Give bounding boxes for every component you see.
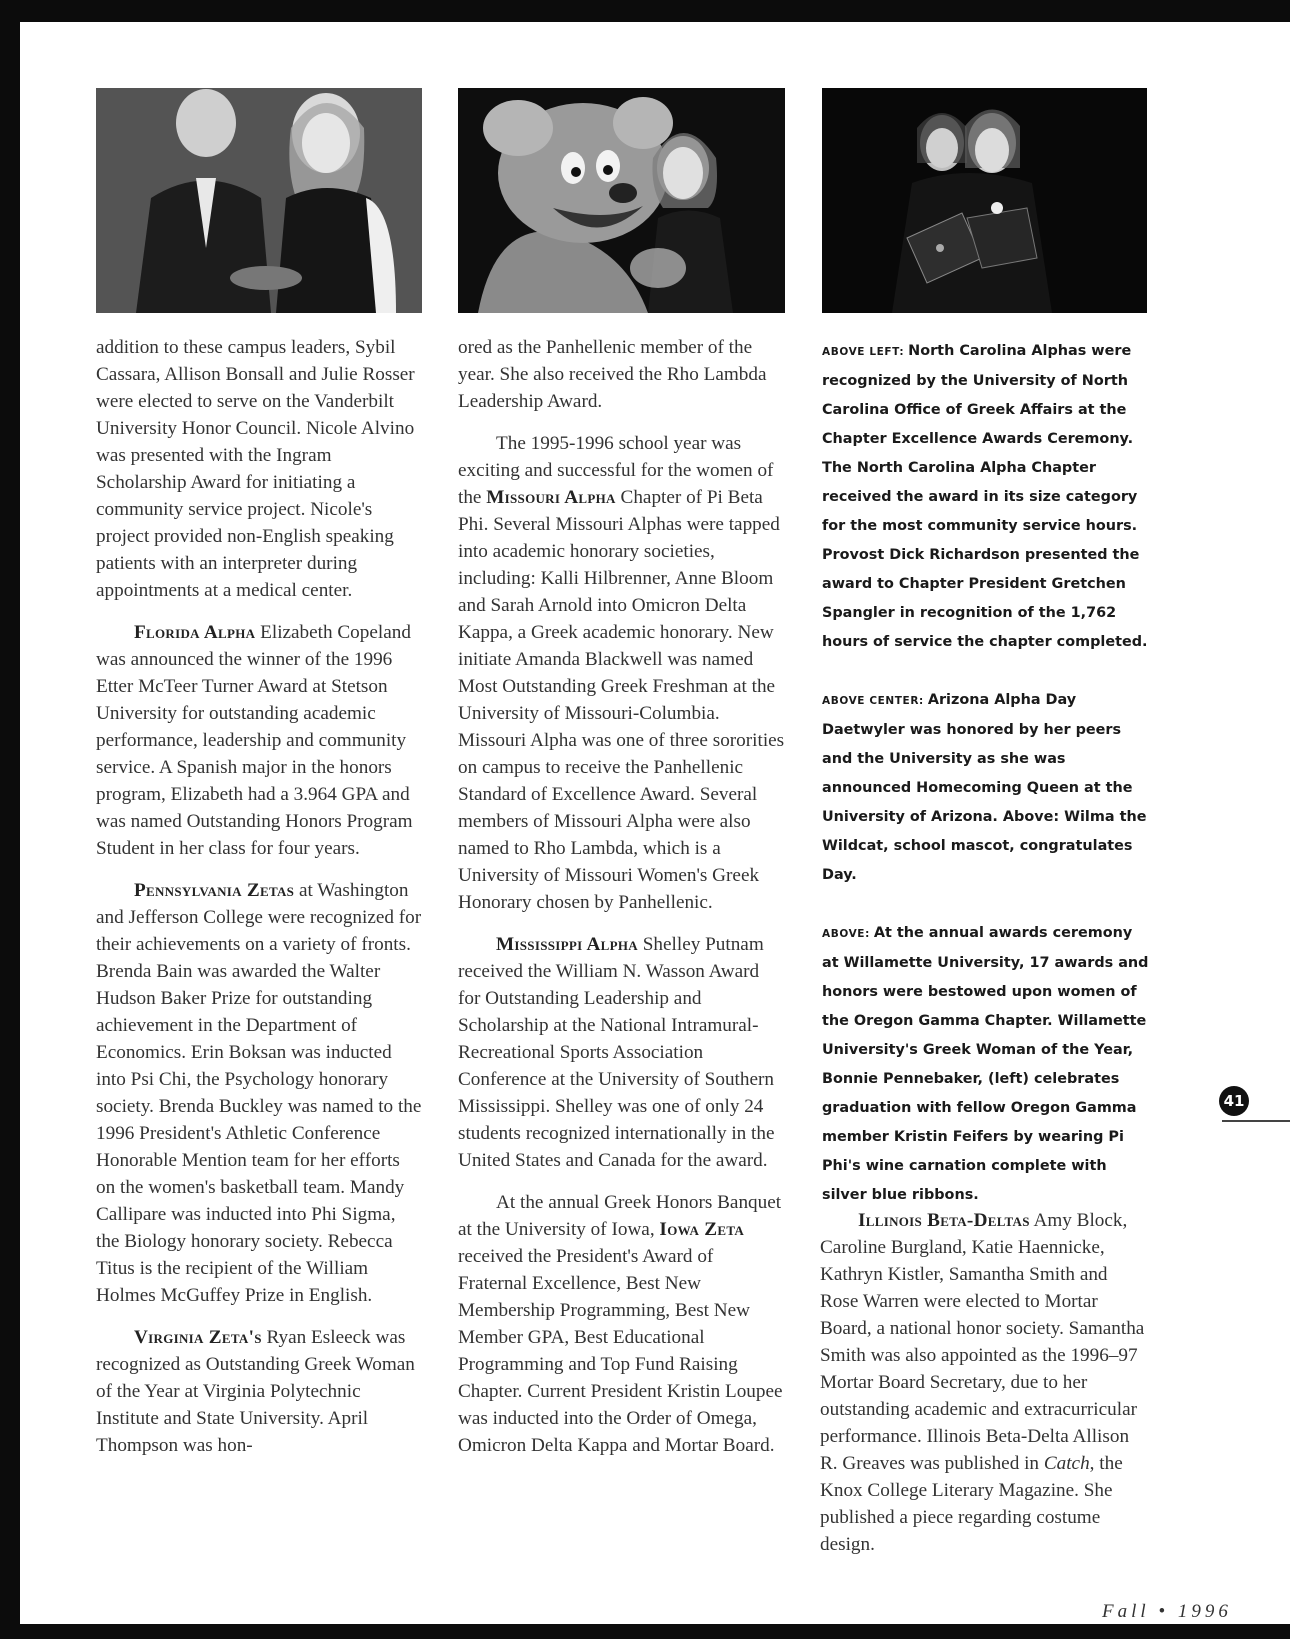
caption-label: ABOVE LEFT: bbox=[822, 346, 905, 358]
chapter-name: Illinois Beta-Deltas bbox=[858, 1210, 1030, 1231]
paragraph-text: received the President's Award of Fraternal Excellence, Best New Membership Programming, Best New Member GPA, Best Educational Programming and Top Fund Raising Chapter. Current President Kristin Loupee was inducted into the Order of Omega, Omicron Delta Kappa and Mortar Board. bbox=[458, 1246, 783, 1456]
photo-captions bbox=[822, 337, 1152, 1239]
article-column-right bbox=[820, 1207, 1150, 1573]
article-column-left bbox=[96, 334, 422, 1474]
photo-graduates bbox=[822, 88, 1147, 313]
caption-text: Arizona Alpha Day Daetwyler was honored by her peers and the University as she was announced Homecoming Queen at the University of Arizona. Above: Wilma the Wildcat, school mascot, congratulates Day. bbox=[822, 692, 1147, 883]
paragraph-text: Ryan Esleeck was recognized as Outstanding Greek Woman of the Year at Virginia Polytechnic Institute and State University. April Thompson was hon- bbox=[96, 1327, 415, 1456]
magazine-title: Catch bbox=[1043, 1453, 1090, 1474]
paragraph bbox=[820, 1207, 1150, 1558]
paragraph-text: addition to these campus leaders, Sybil Cassara, Allison Bonsall and Julie Rosser were elected to serve on the Vanderbilt University Honor Council. Nicole Alvino was presented with the Ingram Scholarship Award for initiating a community service project. Nicole's project provided non-English speaking patients with an interpreter during appointments at a medical center. bbox=[96, 337, 415, 601]
issue-footer: Fall • 1996 bbox=[1102, 1601, 1232, 1622]
paragraph bbox=[96, 619, 422, 862]
paragraph bbox=[96, 877, 422, 1309]
paragraph bbox=[458, 334, 785, 415]
photo-mascot-and-queen bbox=[458, 88, 785, 313]
photo-graduates-icon bbox=[822, 88, 1147, 313]
scan-border-bottom bbox=[0, 1624, 1290, 1639]
paragraph-text: Shelley Putnam received the William N. Wasson Award for Outstanding Leadership and Scholarship at the National Intramural-Recreational Sports Association Conference at the University of Southern Mississippi. Shelley was one of only 24 students recognized internationally in the United States and Canada for the award. bbox=[458, 934, 775, 1171]
photo-award-presentation bbox=[96, 88, 422, 313]
page-number-badge: 41 bbox=[1219, 1086, 1249, 1116]
chapter-name: Missouri Alpha bbox=[486, 487, 616, 508]
scan-border-top bbox=[0, 0, 1290, 22]
chapter-name: Florida Alpha bbox=[134, 622, 256, 643]
chapter-name: Iowa Zeta bbox=[659, 1219, 745, 1240]
paragraph bbox=[458, 931, 785, 1174]
photo-handshake-icon bbox=[96, 88, 422, 313]
paragraph-text: Elizabeth Copeland was announced the winner of the 1996 Etter McTeer Turner Award at Stetson University for outstanding academic performance, leadership and community service. A Spanish major in the honors program, Elizabeth had a 3.964 GPA and was named Outstanding Honors Program Student in her class for four years. bbox=[96, 622, 413, 859]
paragraph-text: The 1995-1996 school year was exciting and successful for the women of the bbox=[458, 433, 774, 508]
caption-above-right bbox=[822, 919, 1152, 1210]
caption-label: ABOVE CENTER: bbox=[822, 695, 924, 707]
caption-text: At the annual awards ceremony at Willamette University, 17 awards and honors were bestowed upon women of the Oregon Gamma Chapter. Willamette University's Greek Woman of the Year, Bonnie Pennebaker, (left) celebrates graduation with fellow Oregon Gamma member Kristin Feifers by wearing Pi Phi's wine carnation complete with silver blue ribbons. bbox=[822, 925, 1149, 1203]
chapter-name: Mississippi Alpha bbox=[496, 934, 638, 955]
paragraph-text: Chapter of Pi Beta Phi. Several Missouri Alphas were tapped into academic honorary societies, including: Kalli Hilbrenner, Anne Bloom and Sarah Arnold into Omicron Delta Kappa, a Greek academic honorary. New initiate Amanda Blackwell was named Most Outstanding Greek Freshman at the University of Missouri-Columbia. Missouri Alpha was one of three sororities on campus to receive the Panhellenic Standard of Excellence Award. Several members of Missouri Alpha were also named to Rho Lambda, which is a University of Missouri Women's Greek Honorary chosen by Panhellenic. bbox=[458, 487, 785, 913]
paragraph-text: at Washington and Jefferson College were recognized for their achievements on a variety of fronts. Brenda Bain was awarded the Walter Hudson Baker Prize for outstanding achievement in the Department of Economics. Erin Boksan was inducted into Psi Chi, the Psychology honorary society. Brenda Buckley was named to the 1996 President's Athletic Conference Honorable Mention team for her efforts on the women's basketball team. Mandy Callipare was inducted into Phi Sigma, the Biology honorary society. Rebecca Titus is the recipient of the William Holmes McGuffey Prize in English. bbox=[96, 880, 422, 1306]
paragraph-text: At the annual Greek Honors Banquet at the University of Iowa, bbox=[458, 1192, 782, 1240]
paragraph-text: , the Knox College Literary Magazine. She published a piece regarding costume design. bbox=[820, 1453, 1123, 1555]
caption-text: North Carolina Alphas were recognized by the University of North Carolina Office of Greek Affairs at the Chapter Excellence Awards Ceremony. The North Carolina Alpha Chapter received the award in its size category for the most community service hours. Provost Dick Richardson presented the award to Chapter President Gretchen Spangler in recognition of the 1,762 hours of service the chapter completed. bbox=[822, 343, 1148, 650]
paragraph bbox=[96, 334, 422, 604]
paragraph-text: Amy Block, Caroline Burgland, Katie Haennicke, Kathryn Kistler, Samantha Smith and Rose Warren were elected to Mortar Board, a national honor society. Samantha Smith was also appointed as the 1996–97 Mortar Board Secretary, due to her outstanding academic and extracurricular performance. Illinois Beta-Delta Allison R. Greaves was published in bbox=[820, 1210, 1145, 1474]
paragraph-text: ored as the Panhellenic member of the year. She also received the Rho Lambda Leadership Award. bbox=[458, 337, 767, 412]
article-column-center bbox=[458, 334, 785, 1474]
photo-mascot-icon bbox=[458, 88, 785, 313]
divider bbox=[1222, 1120, 1290, 1122]
caption-label: ABOVE: bbox=[822, 928, 870, 940]
paragraph bbox=[96, 1324, 422, 1459]
chapter-name: Virginia Zeta's bbox=[134, 1327, 262, 1348]
paragraph bbox=[458, 430, 785, 916]
chapter-name: Pennsylvania Zetas bbox=[134, 880, 295, 901]
caption-above-left bbox=[822, 337, 1152, 657]
caption-above-center bbox=[822, 686, 1152, 890]
scan-border-left bbox=[0, 0, 20, 1639]
paragraph bbox=[458, 1189, 785, 1459]
